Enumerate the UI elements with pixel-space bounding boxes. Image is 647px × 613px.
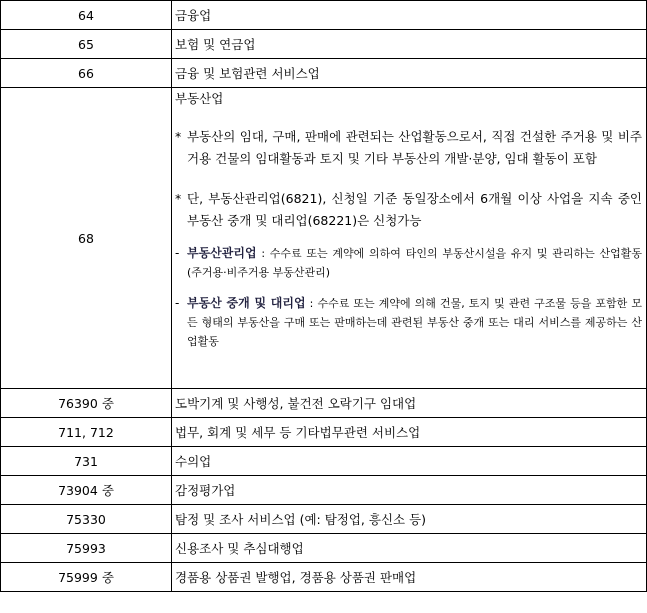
industry-description — [172, 88, 647, 389]
industry-name: 수의업 — [172, 447, 647, 476]
dash-mark: - — [175, 296, 180, 310]
definition-text: : 수수료 또는 계약에 의하여 타인의 부동산시설을 유지 및 관리하는 산업활동(주거용·비주거용 부동산관리) — [187, 247, 642, 279]
industry-code: 68 — [1, 88, 172, 389]
note-item — [175, 188, 642, 232]
industry-code: 75330 — [1, 505, 172, 534]
dash-mark: - — [175, 246, 180, 260]
industry-name: 경품용 상품권 발행업, 경품용 상품권 판매업 — [172, 563, 647, 592]
table-row — [1, 1, 647, 30]
table-row — [1, 389, 647, 418]
industry-name: 금융업 — [172, 1, 647, 30]
table-row — [1, 563, 647, 592]
note-text: 단, 부동산관리업(6821), 신청일 기준 동일장소에서 6개월 이상 사업을 지속 중인 부동산 중개 및 대리업(68221)은 신청가능 — [187, 191, 642, 228]
industry-code: 65 — [1, 30, 172, 59]
industry-code: 731 — [1, 447, 172, 476]
table-row — [1, 534, 647, 563]
industry-name: 부동산업 — [175, 91, 224, 106]
note-text: 부동산의 임대, 구매, 판매에 관련되는 산업활동으로서, 직접 건설한 주거용 및 비주거용 건물의 임대활동과 토지 및 기타 부동산의 개발·분양, 임대 활동이 포함 — [187, 129, 642, 166]
definition-text: : 수수료 또는 계약에 의해 건물, 토지 및 관련 구조물 등을 포함한 모든 형태의 부동산을 구매 또는 판매하는데 관련된 부동산 중개 또는 대리 서비스를 제공하는 산업활동 — [187, 297, 642, 348]
industry-name: 법무, 회계 및 세무 등 기타법무관련 서비스업 — [172, 418, 647, 447]
asterisk-mark: * — [175, 129, 182, 144]
note-item — [175, 126, 642, 170]
definition-item — [175, 294, 642, 351]
industry-name: 탐정 및 조사 서비스업 (예: 탐정업, 흥신소 등) — [172, 505, 647, 534]
industry-code: 64 — [1, 1, 172, 30]
industry-code: 75993 — [1, 534, 172, 563]
industry-code: 75999 중 — [1, 563, 172, 592]
table-row — [1, 505, 647, 534]
industry-code: 76390 중 — [1, 389, 172, 418]
industry-code: 73904 중 — [1, 476, 172, 505]
industry-name: 도박기계 및 사행성, 불건전 오락기구 임대업 — [172, 389, 647, 418]
definition-term: 부동산관리업 — [187, 246, 257, 260]
table-row — [1, 59, 647, 88]
industry-code: 66 — [1, 59, 172, 88]
definition-term: 부동산 중개 및 대리업 — [187, 296, 306, 310]
industry-name: 금융 및 보험관련 서비스업 — [172, 59, 647, 88]
industry-name: 신용조사 및 추심대행업 — [172, 534, 647, 563]
table-row — [1, 30, 647, 59]
table-row-real-estate — [1, 88, 647, 389]
industry-name: 감정평가업 — [172, 476, 647, 505]
table-row — [1, 418, 647, 447]
asterisk-mark: * — [175, 191, 182, 206]
table-row — [1, 476, 647, 505]
table-row — [1, 447, 647, 476]
definition-item — [175, 244, 642, 282]
industry-name: 보험 및 연금업 — [172, 30, 647, 59]
industry-code: 711, 712 — [1, 418, 172, 447]
